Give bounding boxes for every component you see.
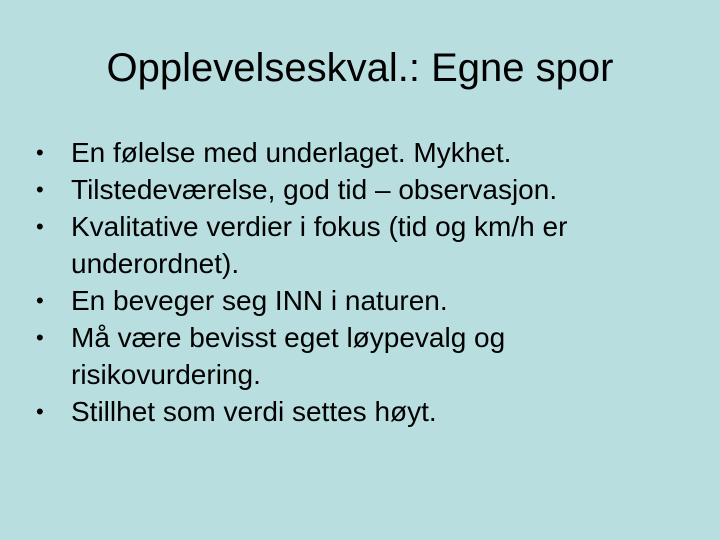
- bullet-list: [36, 134, 676, 430]
- bullet-item: • En beveger seg INN i naturen.: [36, 282, 676, 319]
- bullet-item: • Stillhet som verdi settes høyt.: [36, 393, 676, 430]
- slide-title: Opplevelseskval.: Egne spor: [106, 46, 614, 90]
- bullet-item: • Må være bevisst eget løypevalg og risikovurdering.: [36, 319, 676, 393]
- bullet-item: • En følelse med underlaget. Mykhet.: [36, 134, 676, 171]
- bullet-item: • Kvalitative verdier i fokus (tid og km/h er underordnet).: [36, 208, 676, 282]
- bullet-item: • Tilstedeværelse, god tid – observasjon.: [36, 171, 676, 208]
